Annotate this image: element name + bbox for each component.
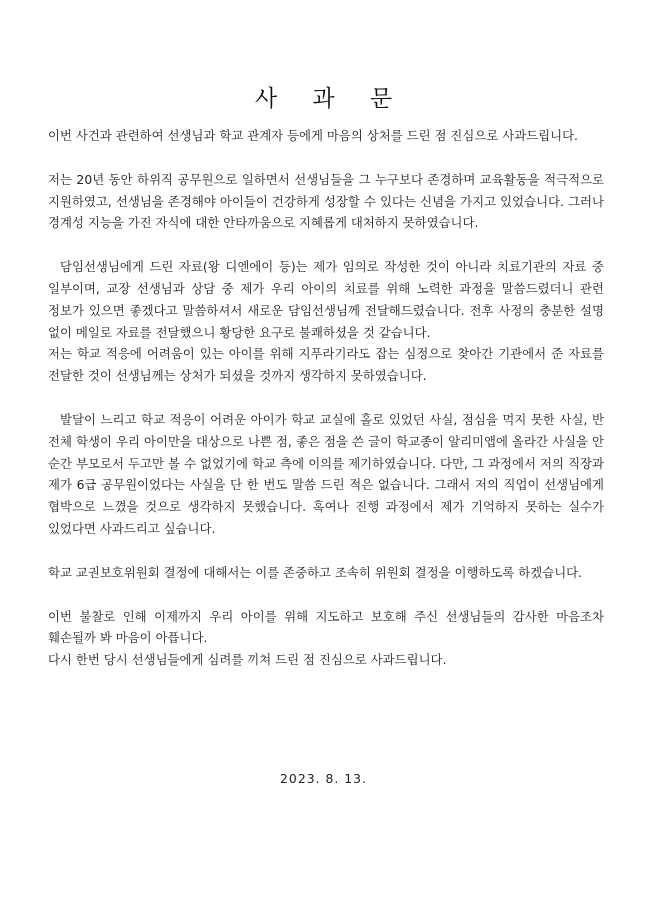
paragraph-closing: 다시 한번 당시 선생님들에게 심려를 끼쳐 드린 점 진심으로 사과드립니다. — [48, 652, 447, 668]
paragraph-apology-intro: 이번 사건과 관련하여 선생님과 학교 관계자 등에게 마음의 상처를 드린 점 진심으로 사과드립니다. — [48, 128, 578, 143]
paragraph-materials-followup: 저는 학교 적응에 어려움이 있는 아이를 위해 지푸라기라도 잡는 심정으로 찾아간 기관에서 준 자료를 전달한 것이 선생님께는 상처가 되셨을 것까지 생각하지 못하였습니다. — [48, 346, 604, 384]
document-date: 2023. 8. 13. — [280, 771, 367, 786]
paragraph-regret: 이번 불찰로 인해 이제까지 우리 아이를 위해 지도하고 보호해 주신 선생님들의 감사한 마음조차 훼손될까 봐 마음이 아픕니다. — [48, 608, 604, 646]
paragraph-materials: 담임선생님에게 드린 자료(왕 디엔에이 등)는 제가 임의로 작성한 것이 아니라 치료기관의 자료 중 일부이며, 교장 선생님과 상담 중 제가 우리 아이의 치료를 위해 노력한 과정을 말씀드렸더니 관련 정보가 있으면 좋겠다고 말씀하셔서 새로운 담임선생님께 전달해드렸습니다. 전후 사정의 충분한 설명 없이 메일로 자료를 전달했으니 황당한 요구로 불쾌하셨을 것 같습니다. — [48, 259, 604, 340]
document-body — [48, 125, 604, 671]
paragraph-committee: 학교 교권보호위원회 결정에 대해서는 이를 존중하고 조속히 위원회 결정을 이행하도록 하겠습니다. — [48, 564, 583, 580]
paragraph-background: 저는 20년 동안 하위직 공무원으로 일하면서 선생님들을 그 누구보다 존경하며 교육활동을 적극적으로 지원하였고, 선생님을 존경해야 아이들이 건강하게 성장할 수 있다는 신념을 가지고 있었습니다. 그러나 경계성 지능을 가진 자식에 대한 안타까움으로 지혜롭게 대처하지 못하였습니다. — [48, 171, 604, 231]
paragraph-circumstances: 발달이 느리고 학교 적응이 어려운 아이가 학교 교실에 홀로 있었던 사실, 점심을 먹지 못한 사실, 반 전체 학생이 우리 아이만을 대상으로 나쁜 점, 좋은 점을 쓴 글이 학교종이 알리미앱에 올라간 사실을 안 순간 부모로서 두고만 볼 수 없었기에 학교 측에 이의를 제기하였습니다. 다만, 그 과정에서 저의 직장과 제가 6급 공무원이었다는 사실을 단 한 번도 말씀 드린 적은 없습니다. 그래서 저의 직업이 선생님에게 협박으로 느꼈을 것으로 생각하지 못했습니다. 혹여나 진행 과정에서 제가 기억하지 못하는 실수가 있었다면 사과드리고 싶습니다. — [48, 411, 604, 536]
document-title: 사 과 문 — [254, 86, 407, 112]
